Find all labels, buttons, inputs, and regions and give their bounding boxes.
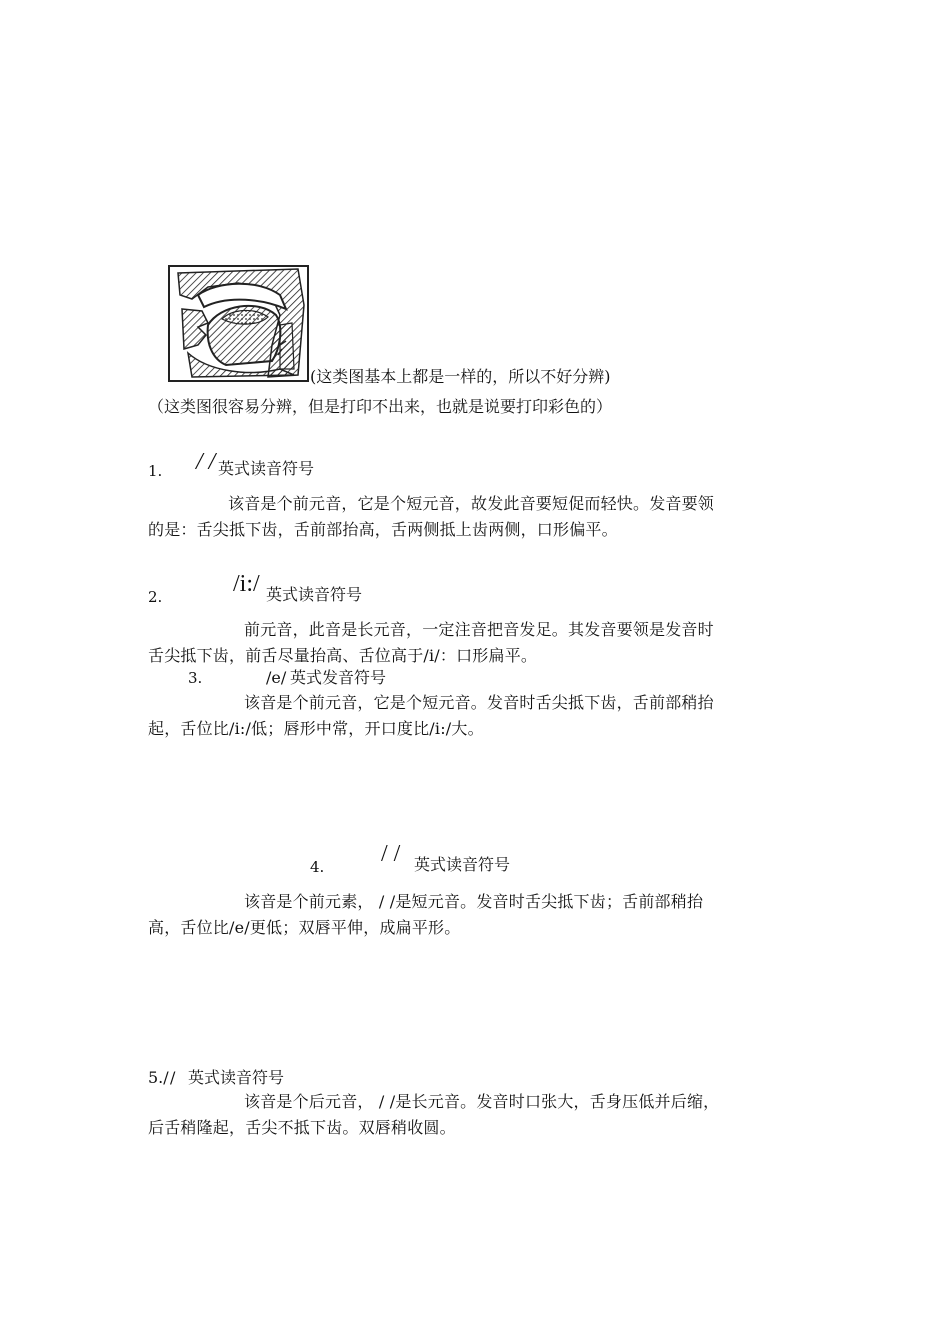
item-1-symbol: / / — [196, 449, 216, 475]
item-4-line-1: 该音是个前元素， / /是短元音。发音时舌尖抵下齿；舌前部稍抬 — [244, 892, 704, 911]
item-3-symbol: /e/ — [266, 668, 287, 687]
item-3-line-2: 起，舌位比/i:/低；唇形中常，开口度比/i:/大。 — [148, 719, 484, 738]
item-5-line-1: 该音是个后元音， / /是长元音。发音时口张大，舌身压低并后缩， — [244, 1092, 720, 1111]
item-3-description — [148, 690, 714, 742]
item-3-line-1: 该音是个前元音，它是个短元音。发音时舌尖抵下齿，舌前部稍抬 — [244, 693, 714, 712]
mouth-cross-section-diagram-icon — [168, 265, 310, 383]
item-3-label: 英式发音符号 — [290, 668, 387, 687]
item-1-label: 英式读音符号 — [218, 459, 315, 478]
item-1-line-1: 该音是个前元音，它是个短元音，故发此音要短促而轻快。发音要领 — [228, 494, 715, 513]
item-4-label: 英式读音符号 — [414, 855, 511, 874]
item-5-symbol: / — [170, 1068, 176, 1087]
item-2-number: 2. — [148, 588, 163, 606]
item-2-line-1: 前元音，此音是长元音，一定注音把音发足。其发音要领是发音时 — [244, 620, 714, 639]
item-5-label: 英式读音符号 — [188, 1068, 285, 1087]
item-1-line-2: 的是：舌尖抵下齿，舌前部抬高，舌两侧抵上齿两侧，口形偏平。 — [148, 520, 618, 539]
mouth-cross-section-diagram — [168, 265, 310, 383]
item-1-number: 1. — [148, 462, 163, 480]
figure-caption-inline: (这类图基本上都是一样的，所以不好分辨) — [310, 367, 611, 386]
item-4-symbol: / / — [381, 841, 401, 867]
item-4-description — [148, 889, 703, 941]
item-4-number: 4. — [310, 858, 325, 876]
item-2-line-2: 舌尖抵下齿，前舌尽量抬高、舌位高于/i/：口形扁平。 — [148, 646, 538, 665]
figure-caption-note: （这类图很容易分辨，但是打印不出来，也就是说要打印彩色的） — [148, 397, 613, 416]
item-4-line-2: 高，舌位比/e/更低；双唇平伸，成扁平形。 — [148, 918, 461, 937]
item-3-number: 3. — [188, 669, 203, 687]
item-2-symbol: /i:/ — [233, 571, 260, 597]
item-1-description — [148, 491, 714, 543]
item-5-description — [148, 1089, 719, 1141]
item-5-number: 5./ — [148, 1068, 169, 1087]
item-2-description — [148, 617, 714, 669]
item-2-label: 英式读音符号 — [266, 585, 363, 604]
item-5-line-2: 后舌稍隆起，舌尖不抵下齿。双唇稍收圆。 — [148, 1118, 456, 1137]
